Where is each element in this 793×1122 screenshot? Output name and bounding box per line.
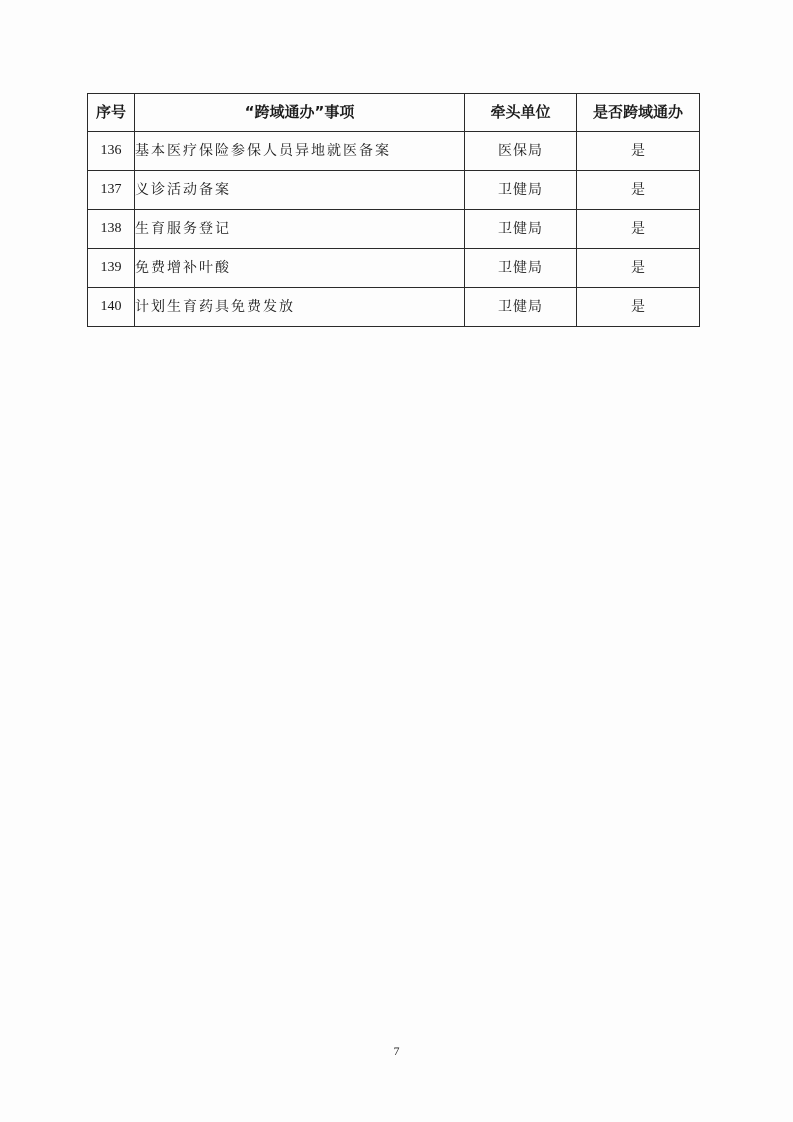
row-unit: 卫健局 bbox=[465, 288, 577, 327]
row-no: 138 bbox=[88, 210, 135, 249]
header-item: “跨域通办”事项 bbox=[135, 94, 465, 132]
table-header-row bbox=[88, 94, 700, 132]
page-number: 7 bbox=[393, 1044, 400, 1058]
row-unit: 卫健局 bbox=[465, 171, 577, 210]
row-no: 140 bbox=[88, 288, 135, 327]
row-unit: 医保局 bbox=[465, 132, 577, 171]
row-cross-region: 是 bbox=[577, 249, 700, 288]
row-cross-region: 是 bbox=[577, 171, 700, 210]
header-unit: 牵头单位 bbox=[465, 94, 577, 132]
row-cross-region: 是 bbox=[577, 288, 700, 327]
items-table bbox=[87, 93, 700, 327]
header-no: 序号 bbox=[88, 94, 135, 132]
row-item: 义诊活动备案 bbox=[135, 171, 465, 210]
table-row bbox=[88, 288, 700, 327]
row-cross-region: 是 bbox=[577, 132, 700, 171]
row-item: 基本医疗保险参保人员异地就医备案 bbox=[135, 132, 465, 171]
row-no: 139 bbox=[88, 249, 135, 288]
row-no: 136 bbox=[88, 132, 135, 171]
row-item: 免费增补叶酸 bbox=[135, 249, 465, 288]
row-unit: 卫健局 bbox=[465, 210, 577, 249]
row-no: 137 bbox=[88, 171, 135, 210]
row-unit: 卫健局 bbox=[465, 249, 577, 288]
table-row bbox=[88, 171, 700, 210]
table-row bbox=[88, 132, 700, 171]
table-row bbox=[88, 210, 700, 249]
row-item: 生育服务登记 bbox=[135, 210, 465, 249]
header-cross-region: 是否跨域通办 bbox=[577, 94, 700, 132]
row-cross-region: 是 bbox=[577, 210, 700, 249]
row-item: 计划生育药具免费发放 bbox=[135, 288, 465, 327]
table-row bbox=[88, 249, 700, 288]
